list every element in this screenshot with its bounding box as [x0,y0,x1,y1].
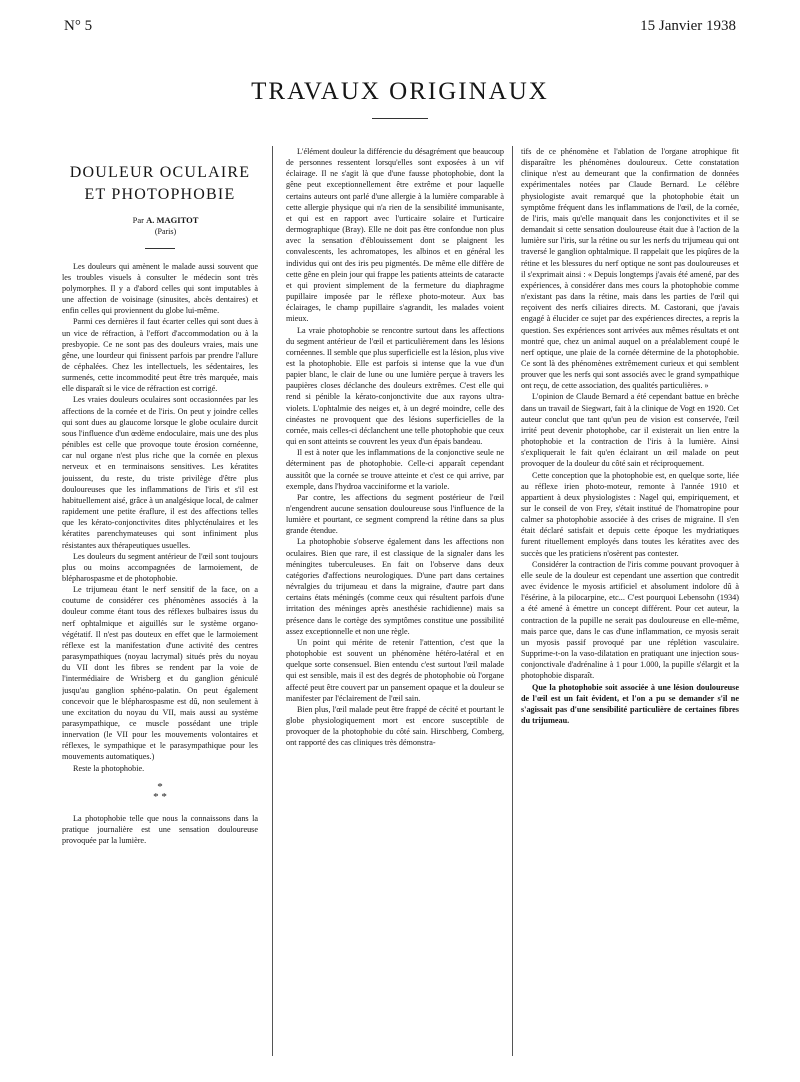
section-title: TRAVAUX ORIGINAUX [251,78,549,105]
paragraph: Que la photophobie soit associée à une lésion douloureuse de l'œil est un fait évident, et l'on a pu se demander s'il ne s'agissait pas d'une sensibilité particulière de certaines fibres du trijumeau. [521,682,739,725]
paragraph: Un point qui mérite de retenir l'attention, c'est que la photophobie est souvent un phénomène hétéro-latéral et en quelque sorte consensuel. Bien entendu c'est surtout l'œil malade qui est sensible, mais il est des degrés de photophobie où l'organe affecté peut être couvert par un pansement opaque et la douleur se manifester par l'éclairement de l'œil sain. [286,637,504,703]
author-name: A. MAGITOT [146,215,199,226]
paragraph: La vraie photophobie se rencontre surtout dans les affections du segment antérieur de l'œil et particulièrement dans les lésions cornéennes. Il semble que plus superficielle est la lésion, plus vive est la photophobie. Elle est parfois si intense que la vue d'un papier blanc, le clair de lune ou une lumière perçue à travers les paupières closes déclanche des douleurs extrêmes. C'est elle qui rend si pénible la kérato-conjonctivite due aux rayons ultra-violets. L'ophtalmie des neiges et, à un degré moindre, celle des cinéastes ne provoquent que des lésions superficielles de la cornée, mais celles-ci déclanchent une telle photophobie que ceux qui en sont atteints se couvrent les yeux d'un épais bandeau. [286,325,504,447]
paragraph: Les douleurs du segment antérieur de l'œil sont toujours plus ou moins accompagnées de larmoiement, de blépharospasme et de photophobie. [62,551,258,583]
column-3 [521,146,739,1066]
article-title-line-2: ET PHOTOPHOBIE [84,185,236,203]
paragraph: Les douleurs qui amènent le malade aussi souvent que les troubles visuels à consulter le médecin sont très polymorphes. Il y a d'abord celles qui sont imputables à une affection de voisinage (sinusites, abcès dentaires) et enfin celles qui proviennent du globe lui-même. [62,261,258,316]
column-divider-2 [512,146,513,1056]
paragraph: L'opinion de Claude Bernard a été cependant battue en brèche dans un travail de Siegwart, fait à la clinique de Vogt en 1920. Cet auteur conclut que tant qu'un peu de vision est conservée, l'œil irrité peut devenir photophobe, car il existerait un lien entre la photophobie et la contraction de l'iris à la lumière. Ainsi s'expliquerait le fait qu'en éclairant un œil malade on peut provoquer de la douleur du côté sain et réciproquement. [521,392,739,469]
title-rule [372,118,428,119]
column-1 [62,146,258,1066]
asterisk-line-1: * [157,780,163,793]
paragraph: Parmi ces dernières il faut écarter celles qui sont dues à un vice de réfraction, à l'effort d'accommodation ou à la presbyopie. Ce ne sont pas des douleurs vraies, mais une gêne, une lourdeur qui finissent parfois par prendre l'allure de céphalées. Chez les intellectuels, les sédentaires, les surmenés, cette incommodité peut être très marquée, mais elle disparaît si le vice de réfraction est corrigé. [62,317,258,394]
column-2 [286,146,504,1066]
byline-prefix: Par [132,215,144,226]
paragraph: Reste la photophobie. [73,763,145,773]
paragraph: La photophobie s'observe également dans les affections non oculaires. Bien que rare, il est classique de la signaler dans les méningites tuberculeuses. En fait on l'observe dans deux catégories d'affections neurologiques. D'une part dans certaines névralgies du trijumeau et dans la migraine, d'autre part dans certains états méningés (comme ceux qui résultent parfois d'une irritation des méninges après anesthésie rachidienne) mais sa présence dans le cortège des symptômes constitue une possibilité assez exceptionnelle et non une règle. [286,537,504,636]
paragraph: Considérer la contraction de l'iris comme pouvant provoquer à elle seule de la douleur est cependant une assertion que contredit avec évidence le myosis artificiel et absolument indolore dû à l'ésérine, à la pilocarpine, etc... C'est pourquoi Lebensohn (1934) a été amené à émettre un concept différent. Pour cet auteur, la contraction de la pupille ne serait pas douloureuse en elle-même, mais parce que, dans le cas d'une inflammation, ce myosis serait un myosis passif provoqué par une réplétion vasculaire. Supprime-t-on la vaso-dilatation en pratiquant une injection sous-conjonctivale d'adrénaline à 1 pour 1.000, la pupille s'élargit et la photophobie disparaît. [521,559,739,681]
paragraph: Le trijumeau étant le nerf sensitif de la face, on a coutume de considérer ces phénomènes associés à la douleur comme étant tous des réflexes bulbaires issus du nerf ophtalmique et aiguillés sur le système organo-végétatif. Il n'est pas douteux en effet que le larmoiement réflexe est la manifestation d'une activité des centres parasympathiques (noyau lacrymal) situés près du noyau du VII dont les fibres se rendent par la voie de l'intermédiaire de Wrisberg et du ganglion géniculé jusqu'au ganglion sphéno-palatin. On peut également concevoir que le blépharospasme est dû, non seulement à une excitation du noyau du VII, mais aussi au système parasympathique, ce muscle possédant une triple innervation (le VII pour les mouvements volontaires et réflexes, le sympathique et le parasympathique pour les mouvements automatiques.) [62,585,258,762]
paragraph: Les vraies douleurs oculaires sont occasionnées par les affections de la cornée et de l'iris. On peut y joindre celles qui sont dues au glaucome lorsque le globe oculaire durcit sous l'influence d'un œdème endoculaire, mais une des plus pénibles est celle que provoque toute érosion cornéenne, car nul organe n'est plus riche que la cornée en plexus nerveux et en terminaisons sensitives. Les kératites jouissent, du reste, du triste privilège d'être plus douloureuses que les inflammations de l'iris et s'il est habituellement aisé, grâce à un analgésique local, de calmer rapidement une petite éraflure, il est des affections telles que les kérato-conjonctivites dites phlycténulaires et les kératites parenchymateuses qui sont infiniment plus résistantes aux thérapeutiques usuelles. [62,395,258,550]
asterisk-line-2: * * [153,790,167,803]
section-break-asterisks [62,780,258,803]
author-affiliation: (Paris) [154,226,177,236]
issue-number: N° 5 [64,18,93,34]
paragraph: Il est à noter que les inflammations de la conjonctive seule ne déterminent pas de photophobie. Celle-ci apparaît cependant aussitôt que la cornée se trouve atteinte et c'est ce qui arrive, par exemple, dans l'hydroa vacciniforme et la variole. [286,448,504,491]
paragraph: La photophobie telle que nous la connaissons dans la pratique journalière est une sensation douloureuse provoquée par la lumière. [62,813,258,845]
running-header [64,18,736,38]
column-divider-1 [272,146,273,1056]
paragraph: L'élément douleur la différencie du désagrément que beaucoup de personnes ressentent lorsqu'elles sont exposées à un vif éclairage. Il ne s'agit là que d'une fausse photophobie, dont la gêne peut exceptionnellement être extrême et pour laquelle certains auteurs ont parlé d'une allergie à la lumière comparable à cette allergie physique qui n'a rien de la sensibilité immunisante, et qui est en rapport avec l'urticaire solaire et l'urticaire dermographique (Bray). Elle ne doit pas être confondue non plus avec la sensation d'éblouissement dont se plaignent les convalescents, les achromatopes, les albinos et en général les individus qui ont des iris peu pigmentés. De même elle diffère de cette gêne en plein jour qui frappe les patients atteints de cataracte et qui provient simplement de la fermeture du diaphragme pupillaire imposée par le réflexe photo-moteur. Aux bas éclairages, le champ pupillaire s'agrandit, les malades voient mieux. [286,147,504,324]
byline [62,215,258,227]
article-title-line-1: DOULEUR OCULAIRE [69,164,251,181]
issue-date: 15 Janvier 1938 [640,18,736,34]
byline-rule [145,248,175,249]
article-title [62,162,258,205]
paragraph: Bien plus, l'œil malade peut être frappé de cécité et pourtant le globe physiologiquement mort est encore susceptible de provoquer de la photophobie du côté sain. Hirschberg, Comberg, ont rapporté des cas cliniques très démonstra- [286,704,504,748]
paragraph: Cette conception que la photophobie est, en quelque sorte, liée au réflexe irien photo-moteur, remonte à l'année 1910 et appartient à deux physiologistes : Nagel qui, empiriquement, et sur le conseil de von Frey, s'était institué de l'homatropine pour calmer sa photophobie associée à des crises de migraine. Il s'en était déclaré satisfait et depuis cette époque les mydriatiques furent rituellement employés dans toutes les kératites avec des succès que les praticiens n'osèrent pas contester. [521,470,739,558]
paragraph: Par contre, les affections du segment postérieur de l'œil n'engendrent aucune sensation douloureuse sous l'influence de la lumière et pourtant, ce segment comprend la rétine dans sa plus grande étendue. [286,492,504,536]
paragraph: tifs de ce phénomène et l'ablation de l'organe atrophique fit disparaître les phénomènes douloureux. Cette constatation clinique n'est au demeurant que la confirmation de données expérimentales notées par Claude Bernard. Le célèbre physiologiste avait remarqué que la photophobie était un symptôme fréquent dans les inflammations de l'œil, de la cornée, de l'iris, mais qu'elle manquait dans les conjonctivites et il se demandait si cette sensation douloureuse était due à l'action de la lumière sur l'iris, sur la rétine ou sur les nerfs du trijumeau qui ont traversé le ganglion ophtalmique. Il rappelait que les piqûres de la rétine et les blessures du nerf optique ne sont pas douloureuses et il s'exprimait ainsi : « Depuis longtemps j'avais été amené, par des expériences, à considérer dans mes cours la photophobie comme n'existant pas dans la rétine, mais dans les parties de l'œil qui reçoivent des nerfs ciliaires directs. M. Castorani, que j'avais engagé à élucider ce sujet par des expériences directes, a repris la question. Ses expériences sont arrivées aux mêmes résultats et ont montré que, chez un animal auquel on a préalablement coupé le nerf optique, une plaie de la cornée détermine de la photophobie. Ce sont là des phénomènes extrêmement curieux et qui semblent prouver que les nerfs qui sont associés avec le grand sympathique ont reçu, de cette association, des qualités particulières. » [521,147,739,391]
